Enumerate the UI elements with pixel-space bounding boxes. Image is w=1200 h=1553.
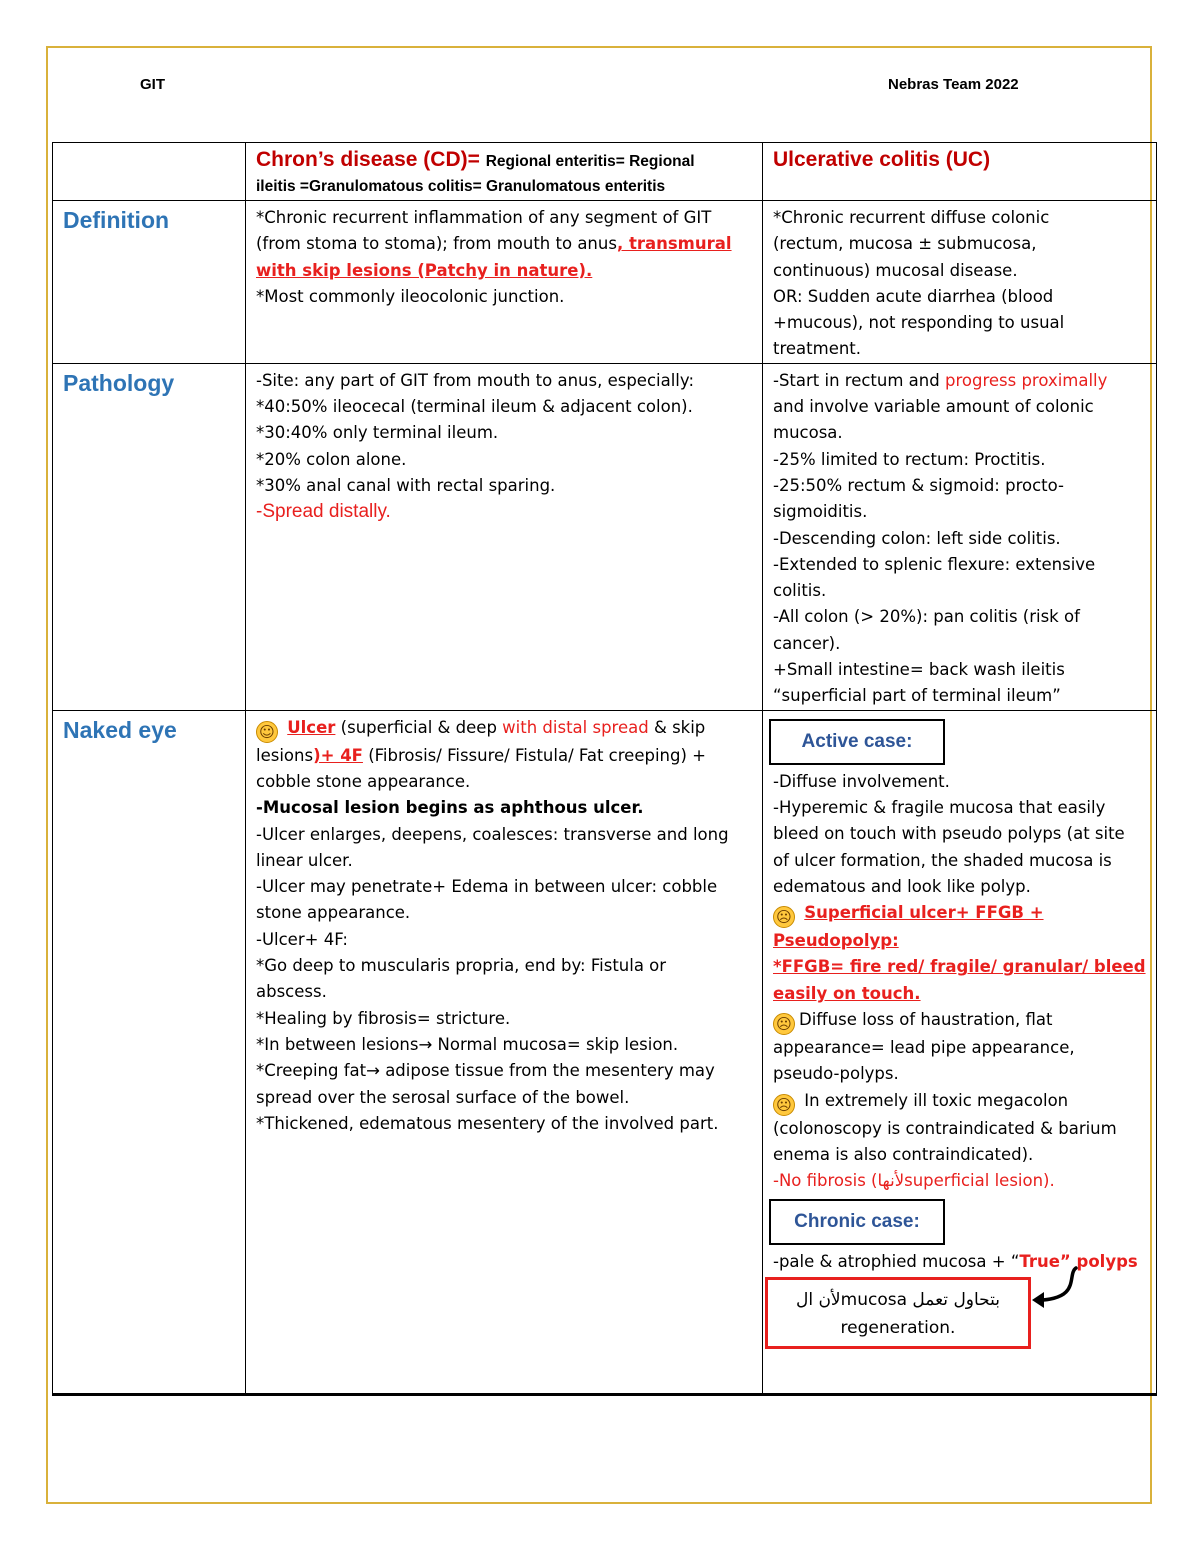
text-line: *Chronic recurrent inflammation of any segment of GIT bbox=[256, 208, 712, 227]
text-line: and involve variable amount of colonic bbox=[773, 397, 1094, 417]
uc-definition bbox=[763, 201, 1157, 364]
cd-synonyms-a: Regional enteritis= Regional bbox=[485, 153, 695, 170]
smiling-face-icon: ☺ bbox=[256, 721, 278, 743]
text-line: “superficial part of terminal ileum” bbox=[773, 686, 1061, 706]
pathology-row bbox=[53, 363, 1157, 710]
definition-row bbox=[53, 201, 1157, 364]
text-line: *In between lesions→ Normal mucosa= skip lesion. bbox=[256, 1034, 679, 1054]
text-line: )+ 4F bbox=[313, 745, 363, 765]
text-line: -Hyperemic & fragile mucosa that easily bbox=[773, 797, 1106, 817]
text-line: linear ulcer. bbox=[256, 850, 353, 870]
text-line: -Mucosal lesion begins as aphthous ulcer. bbox=[256, 798, 644, 818]
text-line: Superficial ulcer+ FFGB + bbox=[804, 903, 1044, 923]
text-line: superficial lesion). bbox=[904, 1171, 1055, 1191]
cd-definition bbox=[246, 201, 763, 364]
text-line: *Creeping fat→ adipose tissue from the mesentery may bbox=[256, 1061, 715, 1081]
text-line: colitis. bbox=[773, 581, 827, 601]
text-line: (colonoscopy is contraindicated & barium bbox=[773, 1118, 1117, 1138]
text-line: -All colon (> 20%): pan colitis (risk of bbox=[773, 607, 1080, 627]
text-line: sigmoiditis. bbox=[773, 502, 868, 522]
arabic-text: لأنها bbox=[877, 1171, 905, 1191]
text-line: , transmural bbox=[616, 234, 732, 254]
curved-arrow-icon bbox=[1030, 1262, 1080, 1312]
text-line: (rectum, mucosa ± submucosa, bbox=[773, 234, 1037, 254]
text-line: -Extended to splenic flexure: extensive bbox=[773, 554, 1096, 574]
corner-cell bbox=[53, 143, 246, 201]
text-line: stone appearance. bbox=[256, 903, 411, 923]
text-line: abscess. bbox=[256, 982, 327, 1002]
text-line: -Diffuse involvement. bbox=[773, 771, 950, 791]
text-line: continuous) mucosal disease. bbox=[773, 260, 1018, 280]
frowning-face-icon: ☹ bbox=[773, 906, 795, 928]
text-line: & skip bbox=[648, 717, 706, 737]
cd-title: Chron’s disease (CD)= bbox=[256, 148, 486, 171]
text-line: cancer). bbox=[773, 633, 841, 653]
text-line: ” polyps bbox=[1059, 1251, 1138, 1271]
text-line: Pseudopolyp: bbox=[773, 931, 899, 951]
text-line: lesions bbox=[256, 745, 314, 765]
text-line: -Ulcer may penetrate+ Edema in between ulcer: cobble bbox=[256, 877, 718, 897]
text-line: +Small intestine= back wash ileitis bbox=[773, 660, 1065, 680]
text-line: with skip lesions (Patchy in nature). bbox=[256, 260, 593, 280]
text-line: (from stoma to stoma); from mouth to anus bbox=[256, 234, 617, 254]
text-line: *FFGB= fire red/ fragile/ granular/ bleed bbox=[773, 957, 1146, 977]
regeneration-note-box bbox=[765, 1277, 1031, 1349]
text-line: *Go deep to muscularis propria, end by: Fistula or bbox=[256, 956, 667, 976]
cd-naked-eye bbox=[246, 710, 763, 1394]
comparison-table bbox=[52, 142, 1157, 1396]
frowning-face-icon: ☹ bbox=[773, 1013, 795, 1035]
text-line: -25% limited to rectum: Proctitis. bbox=[773, 449, 1046, 469]
text-line: cobble stone appearance. bbox=[256, 771, 471, 791]
text-line: -25:50% rectum & sigmoid: procto- bbox=[773, 475, 1064, 495]
text-line: *Most commonly ileocolonic junction. bbox=[256, 286, 565, 306]
text-line: *30:40% only terminal ileum. bbox=[256, 423, 499, 443]
text-line: easily on touch. bbox=[773, 983, 921, 1003]
text-line: *Chronic recurrent diffuse colonic bbox=[773, 208, 1050, 227]
text-line: enema is also contraindicated). bbox=[773, 1144, 1034, 1164]
chronic-case-box: Chronic case: bbox=[769, 1199, 945, 1245]
text-line: In extremely ill toxic megacolon bbox=[799, 1090, 1069, 1110]
text-line: -Start in rectum and bbox=[773, 370, 945, 390]
text-line: Ulcer bbox=[287, 717, 336, 737]
text-line: with distal spread bbox=[502, 717, 649, 737]
text-line: progress proximally bbox=[944, 370, 1108, 390]
text-line: -Ulcer+ 4F: bbox=[256, 929, 348, 949]
naked-eye-label: Naked eye bbox=[63, 716, 177, 743]
text-line: -Site: any part of GIT from mouth to anus, especially: bbox=[256, 370, 695, 390]
note-line-1: بتحاول تعمل mucosaلأن ال bbox=[795, 1290, 1001, 1310]
text-line: *Thickened, edematous mesentery of the involved part. bbox=[256, 1113, 719, 1133]
text-line: -No fibrosis ( bbox=[773, 1171, 878, 1191]
text-line: of ulcer formation, the shaded mucosa is bbox=[773, 850, 1112, 870]
active-case-box: Active case: bbox=[769, 719, 945, 765]
note-line-2: regeneration. bbox=[840, 1318, 956, 1338]
uc-title: Ulcerative colitis (UC) bbox=[773, 148, 991, 171]
cd-pathology bbox=[246, 363, 763, 710]
definition-label: Definition bbox=[63, 207, 170, 233]
header-right: Nebras Team 2022 bbox=[888, 76, 1019, 93]
text-line: edematous and look like polyp. bbox=[773, 876, 1031, 896]
pathology-label: Pathology bbox=[63, 369, 175, 396]
text-line: -pale & atrophied mucosa + “ bbox=[773, 1251, 1020, 1271]
text-line: pseudo-polyps. bbox=[773, 1064, 899, 1084]
text-line: spread over the serosal surface of the bowel. bbox=[256, 1087, 630, 1107]
text-line: mucosa. bbox=[773, 423, 843, 443]
table-header-row bbox=[53, 143, 1157, 201]
text-line: *20% colon alone. bbox=[256, 449, 407, 469]
text-line: -Spread distally. bbox=[256, 501, 391, 523]
text-line: *Healing by fibrosis= stricture. bbox=[256, 1008, 511, 1028]
text-line: bleed on touch with pseudo polyps (at site bbox=[773, 824, 1125, 844]
text-line: Diffuse loss of haustration, flat bbox=[799, 1010, 1053, 1030]
text-line: *40:50% ileocecal (terminal ileum & adjacent colon). bbox=[256, 397, 693, 417]
text-line: True bbox=[1019, 1251, 1060, 1271]
uc-column-header bbox=[763, 143, 1157, 201]
text-line: OR: Sudden acute diarrhea (blood bbox=[773, 286, 1054, 306]
text-line: +mucous), not responding to usual bbox=[773, 313, 1065, 333]
text-line: (superficial & deep bbox=[335, 717, 503, 737]
uc-pathology bbox=[763, 363, 1157, 710]
cd-column-header bbox=[246, 143, 763, 201]
text-line: -Descending colon: left side colitis. bbox=[773, 528, 1061, 548]
cd-synonyms-b: ileitis =Granulomatous colitis= Granulomatous enteritis bbox=[256, 178, 666, 195]
text-line: -Ulcer enlarges, deepens, coalesces: transverse and long bbox=[256, 824, 729, 844]
frowning-face-icon: ☹ bbox=[773, 1094, 795, 1116]
text-line: appearance= lead pipe appearance, bbox=[773, 1038, 1075, 1058]
text-line: (Fibrosis/ Fissure/ Fistula/ Fat creeping) + bbox=[362, 745, 706, 765]
text-line: *30% anal canal with rectal sparing. bbox=[256, 475, 556, 495]
text-line: treatment. bbox=[773, 339, 862, 359]
header-left: GIT bbox=[140, 76, 165, 93]
